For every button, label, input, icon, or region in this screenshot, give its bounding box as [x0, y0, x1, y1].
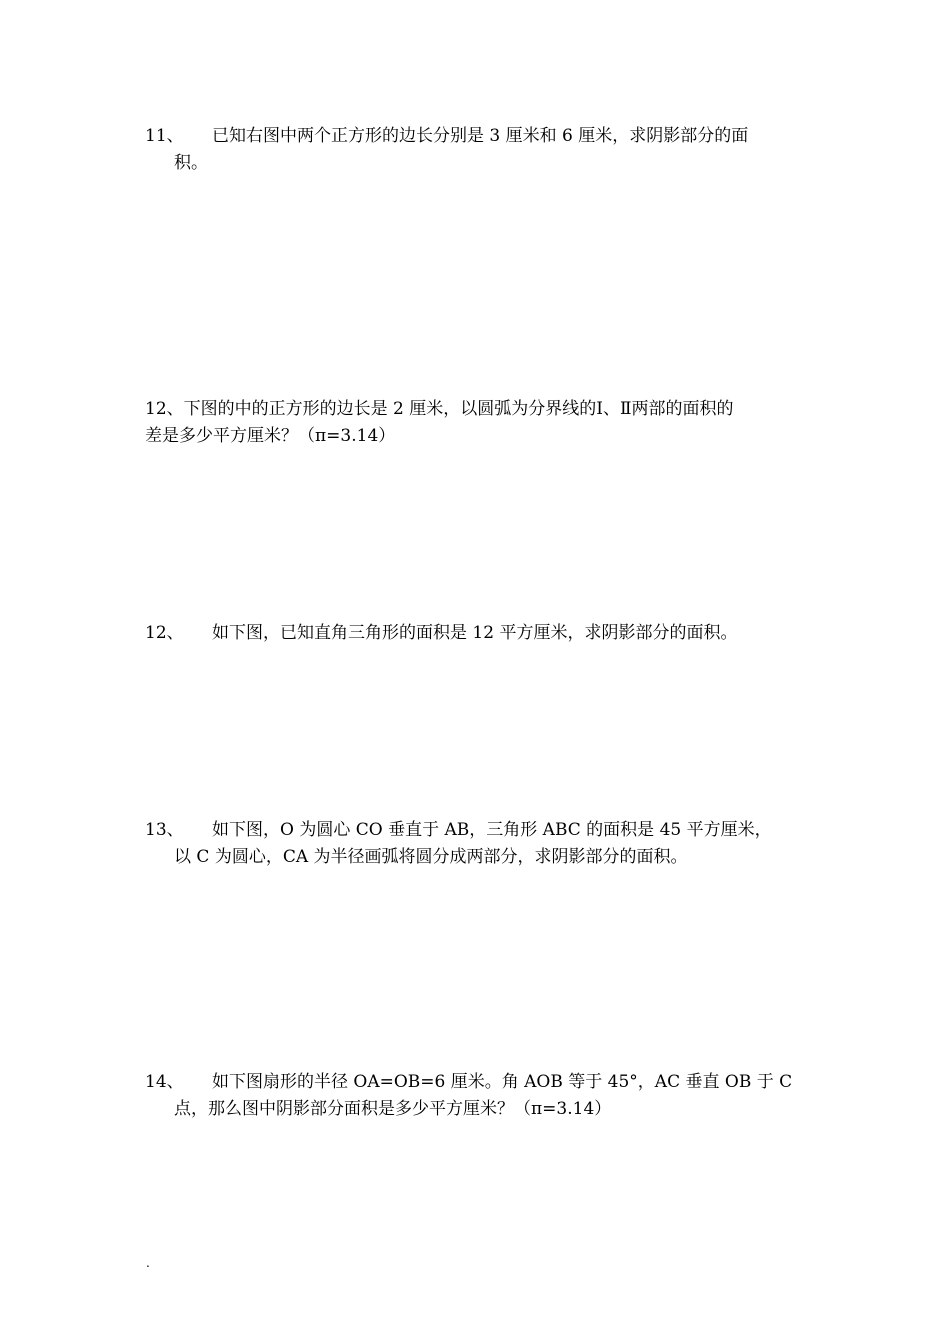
problem-11-line2: 积。 — [174, 153, 208, 173]
problem-14-line1 — [145, 1069, 815, 1096]
problem-13-number: 13、 — [145, 820, 184, 840]
problem-11 — [145, 123, 815, 177]
problem-14 — [145, 1069, 815, 1123]
problem-12a — [145, 396, 815, 450]
problem-11-line1 — [145, 123, 815, 150]
problem-12b-number: 12、 — [145, 623, 184, 643]
problem-13-line2: 以 C 为圆心，CA 为半径画弧将圆分成两部分，求阴影部分的面积。 — [174, 847, 688, 867]
footer-mark: . — [146, 1256, 150, 1270]
problem-12a-text: 下图的中的正方形的边长是 2 厘米，以圆弧为分界线的Ⅰ、Ⅱ两部的面积的 — [183, 399, 734, 419]
problem-14-text: 如下图扇形的半径 OA=OB=6 厘米。角 AOB 等于 45°，AC 垂直 OB 于 C — [212, 1072, 793, 1092]
problem-11-number: 11、 — [145, 126, 184, 146]
problem-13-text: 如下图，O 为圆心 CO 垂直于 AB，三角形 ABC 的面积是 45 平方厘米， — [212, 820, 772, 840]
problem-13-line1 — [145, 817, 815, 844]
problem-11-text: 已知右图中两个正方形的边长分别是 3 厘米和 6 厘米，求阴影部分的面 — [212, 126, 749, 146]
problem-12b — [145, 620, 815, 647]
problem-12b-line1 — [145, 620, 815, 647]
problem-14-line2: 点，那么图中阴影部分面积是多少平方厘米？（π=3.14） — [174, 1099, 612, 1119]
problem-12b-text: 如下图，已知直角三角形的面积是 12 平方厘米，求阴影部分的面积。 — [212, 623, 738, 643]
problem-14-number: 14、 — [145, 1072, 184, 1092]
problem-12a-line2: 差是多少平方厘米？（π=3.14） — [145, 426, 396, 446]
problem-12a-line1 — [145, 396, 815, 423]
problem-12a-number: 12、 — [145, 399, 184, 419]
problem-13 — [145, 817, 815, 871]
